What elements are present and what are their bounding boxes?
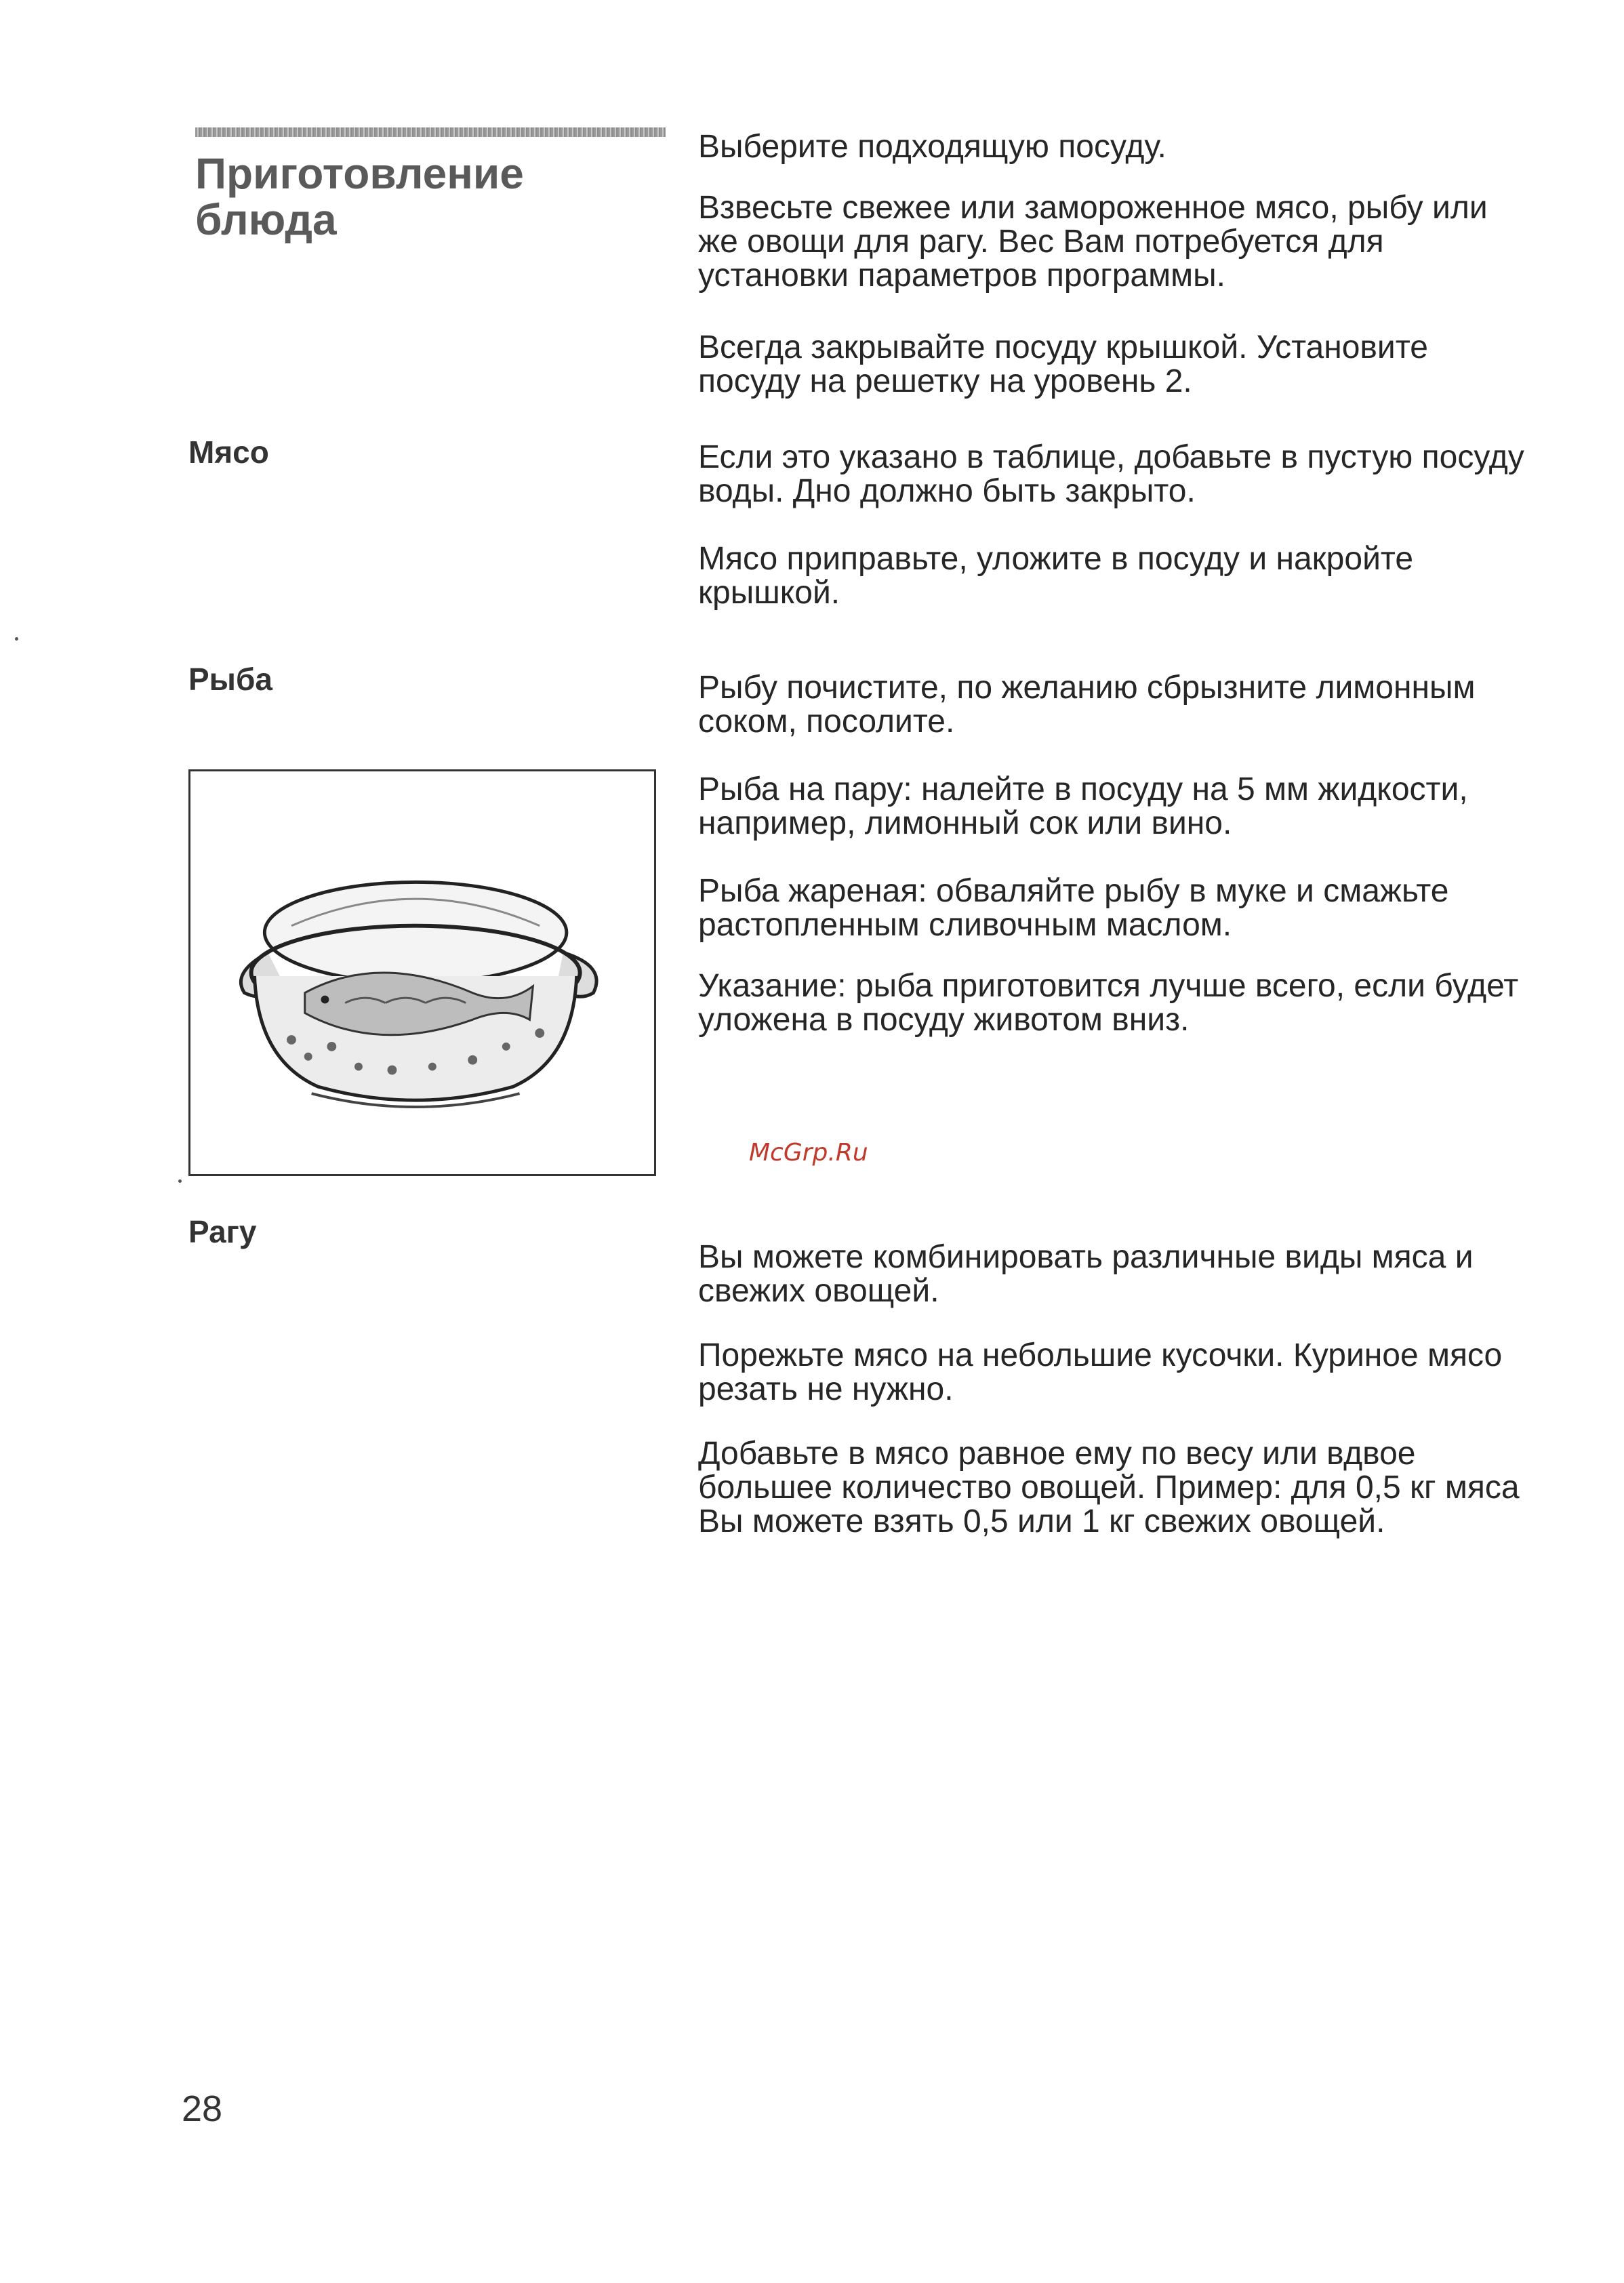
- paragraph-weigh-food: Взвесьте свежее или замороженное мясо, рыбу или же овощи для рагу. Вес Вам потребуется для установки параметров программы.: [698, 190, 1488, 294]
- paragraph-choose-cookware: Выберите подходящую посуду.: [698, 129, 1166, 165]
- paragraph-stew-vegetables: Добавьте в мясо равное ему по весу или вдвое большее количество овощей. Пример: для 0,5 кг мяса Вы можете взять 0,5 или 1 кг свежих овощей.: [698, 1436, 1520, 1539]
- label-stew: Рагу: [188, 1214, 257, 1249]
- label-fish: Рыба: [188, 662, 272, 697]
- scan-speck: [178, 1179, 182, 1183]
- page-number: 28: [182, 2088, 223, 2129]
- paragraph-fish-fried: Рыба жареная: обваляйте рыбу в муке и смажьте растопленным сливочным маслом.: [698, 873, 1449, 943]
- lid-outline: [264, 882, 566, 983]
- label-meat: Мясо: [188, 435, 269, 470]
- section-rule: [195, 127, 666, 137]
- cookware-illustration: [188, 769, 656, 1176]
- paragraph-cover-lid: Всегда закрывайте посуду крышкой. Установите посуду на решетку на уровень 2.: [698, 329, 1428, 399]
- paragraph-fish-note: Указание: рыба приготовится лучше всего, если будет уложена в посуду животом вниз.: [698, 968, 1519, 1038]
- scan-speck: [15, 637, 18, 641]
- paragraph-stew-cut: Порежьте мясо на небольшие кусочки. Куриное мясо резать не нужно.: [698, 1337, 1503, 1407]
- paragraph-fish-steamed: Рыба на пару: налейте в посуду на 5 мм жидкости, например, лимонный сок или вино.: [698, 771, 1468, 841]
- paragraph-fish-clean: Рыбу почистите, по желанию сбрызните лимонным соком, посолите.: [698, 670, 1476, 740]
- paragraph-stew-combine: Вы можете комбинировать различные виды мяса и свежих овощей.: [698, 1239, 1474, 1309]
- paragraph-meat-water: Если это указано в таблице, добавьте в пустую посуду воды. Дно должно быть закрыто.: [698, 439, 1524, 509]
- fish-eye: [321, 996, 329, 1004]
- page-title: Приготовление блюда: [195, 149, 524, 244]
- paragraph-meat-season: Мясо приправьте, уложите в посуду и накройте крышкой.: [698, 541, 1414, 611]
- watermark: McGrp.Ru: [749, 1139, 868, 1167]
